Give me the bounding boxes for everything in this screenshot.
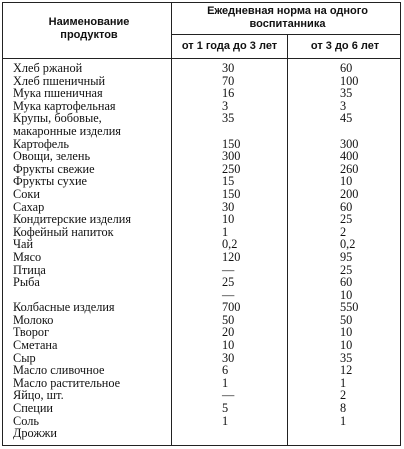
product-name-cell: Яйцо, шт. (13, 388, 64, 403)
age1-value-cell: 5 (222, 401, 229, 416)
age1-value-cell: 30 (222, 350, 235, 365)
product-name-cell: Специи (13, 401, 53, 416)
age1-values-column (222, 62, 286, 440)
product-name-cell: Кофейный напиток (13, 224, 114, 239)
age1-value-cell: 30 (222, 61, 235, 75)
col-name-header: Наименование продуктов (48, 16, 130, 41)
age2-value-cell: 260 (340, 161, 359, 176)
age1-value-cell: 6 (222, 363, 229, 378)
product-name-cell: Творог (13, 325, 50, 340)
product-name-cell: Фрукты свежие (13, 161, 95, 176)
age1-value-cell: 1 (222, 375, 229, 390)
product-name-cell: Соль (13, 413, 39, 428)
column-divider (287, 35, 288, 446)
product-name-cell: Мука картофельная (13, 98, 116, 113)
age2-value-cell (340, 125, 400, 138)
product-name-cell: Сыр (13, 350, 36, 365)
product-name-cell: Овощи, зелень (13, 149, 91, 164)
age2-value-cell: 1 (340, 413, 347, 428)
age2-header: от 3 до 6 лет (310, 40, 380, 52)
age2-value-cell: 95 (340, 249, 353, 264)
product-name-cell: Картофель (13, 136, 70, 151)
product-name-cell: Птица (13, 262, 46, 277)
norm-header: Ежедневная норма на одного воспитанника (207, 5, 368, 30)
age1-value-cell: 20 (222, 325, 235, 340)
age1-value-cell (222, 427, 286, 440)
product-name-cell: Соки (13, 186, 40, 201)
age2-value-cell: 10 (340, 287, 353, 302)
age1-value-cell: 16 (222, 86, 235, 101)
age1-value-cell: 0,2 (222, 237, 238, 252)
product-name-cell: Сметана (13, 338, 58, 353)
age1-value-cell: 250 (222, 161, 241, 176)
age2-value-cell: 8 (340, 401, 347, 416)
age1-value-cell: 300 (222, 149, 241, 164)
product-name-cell: макаронные изделия (13, 123, 121, 138)
age1-header: от 1 года до 3 лет (181, 40, 278, 52)
age2-value-cell: 10 (340, 325, 353, 340)
age2-value-cell: 200 (340, 186, 359, 201)
age2-values-column (340, 62, 400, 440)
age2-value-cell: 100 (340, 73, 359, 88)
age1-value-cell: 10 (222, 212, 235, 227)
product-names-column (13, 62, 171, 440)
age2-value-cell: 25 (340, 212, 353, 227)
product-name-cell: Чай (13, 237, 34, 252)
product-name-cell: Хлеб пшеничный (13, 73, 106, 88)
age2-value-cell: 60 (340, 199, 353, 214)
age2-value-cell: 0,2 (340, 237, 356, 252)
age1-value-cell: — (222, 287, 235, 302)
age2-value-cell: 60 (340, 275, 353, 290)
product-name-cell: Кондитерские изделия (13, 212, 131, 227)
product-name-cell: Масло сливочное (13, 363, 105, 378)
product-name-cell: Крупы, бобовые, (13, 111, 102, 126)
age1-value-cell: — (222, 388, 235, 403)
age2-value-cell: 550 (340, 300, 359, 315)
product-name-cell: Мука пшеничная (13, 86, 103, 101)
age1-value-cell: 70 (222, 73, 235, 88)
age2-value-cell (340, 427, 400, 440)
product-name-cell: Масло растительное (13, 375, 121, 390)
product-name-cell: Сахар (13, 199, 45, 214)
age2-value-cell: 300 (340, 136, 359, 151)
age1-value-cell: 3 (222, 98, 229, 113)
product-name-cell: Мясо (13, 249, 42, 264)
age2-value-cell: 10 (340, 174, 353, 189)
age1-value-cell: 150 (222, 186, 241, 201)
age2-value-cell: 400 (340, 149, 359, 164)
age2-value-cell: 50 (340, 312, 353, 327)
age1-value-cell: 1 (222, 224, 229, 239)
age1-value-cell: 150 (222, 136, 241, 151)
age2-value-cell: 60 (340, 61, 353, 75)
age2-value-cell: 10 (340, 338, 353, 353)
age1-value-cell: — (222, 262, 235, 277)
age1-value-cell: 120 (222, 249, 241, 264)
age2-value-cell: 25 (340, 262, 353, 277)
age1-value-cell: 30 (222, 199, 235, 214)
product-name-cell: Хлеб ржаной (13, 61, 83, 75)
age2-value-cell: 2 (340, 388, 347, 403)
age1-value-cell: 1 (222, 413, 229, 428)
header-divider (171, 34, 401, 35)
header-divider (3, 58, 401, 59)
age1-value-cell: 700 (222, 300, 241, 315)
product-name-cell: Колбасные изделия (13, 300, 115, 315)
product-name-cell: Рыба (13, 275, 40, 290)
age1-value-cell: 25 (222, 275, 235, 290)
product-name-cell: Дрожжи (13, 426, 57, 441)
age1-value-cell: 15 (222, 174, 235, 189)
age2-value-cell: 2 (340, 224, 347, 239)
age2-value-cell: 1 (340, 375, 347, 390)
product-name-cell: Фрукты сухие (13, 174, 88, 189)
age2-value-cell: 12 (340, 363, 353, 378)
product-name-cell: Молоко (13, 312, 54, 327)
age1-value-cell: 35 (222, 111, 235, 126)
column-divider (171, 3, 172, 446)
age2-value-cell: 45 (340, 111, 353, 126)
age1-value-cell: 50 (222, 312, 235, 327)
age2-value-cell: 35 (340, 86, 353, 101)
age2-value-cell: 3 (340, 98, 347, 113)
age2-value-cell: 35 (340, 350, 353, 365)
age1-value-cell (222, 125, 286, 138)
age1-value-cell: 10 (222, 338, 235, 353)
